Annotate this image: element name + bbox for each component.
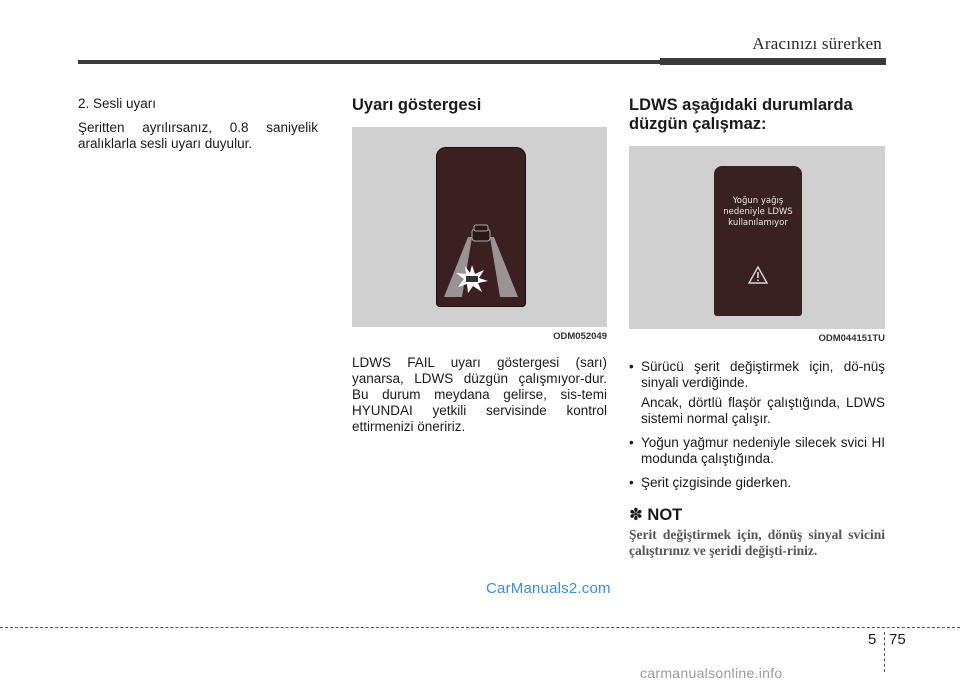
cluster-message (714, 196, 802, 229)
cluster-message-line-2: nedeniyle LDWS (723, 207, 793, 217)
cluster-message-line-1: Yoğun yağış (732, 196, 784, 206)
page-number-divider (884, 632, 885, 672)
warning-indicator-figure (352, 127, 607, 327)
column-sound-warning (78, 96, 318, 160)
watermark-link[interactable]: CarManuals2.com (486, 580, 611, 597)
list-item: • Sürücü şerit değiştirmek için, dö-nüş sinyali verdiğinde. Ancak, dörtlü flaşör çalıştığında, LDWS sistemi normal çalışır. (629, 359, 885, 426)
note-symbol-icon: ✽ (629, 506, 643, 524)
note-heading (629, 507, 885, 523)
note-body: Şerit değiştirmek için, dönüş sinyal svicini çalıştırınız ve şeridi değişti-riniz. (629, 527, 885, 558)
page-number: 75 (889, 631, 906, 648)
condition-list (629, 359, 885, 491)
list-item: • Yoğun yağmur nedeniyle silecek svici HI modunda çalıştığında. (629, 435, 885, 466)
column-warning-indicator (352, 96, 607, 443)
chapter-title: Aracınızı sürerken (752, 34, 882, 53)
ldws-fail-warning-icon (456, 265, 488, 293)
chapter-number: 5 (868, 631, 877, 648)
footer-rule (0, 627, 960, 628)
note-title: NOT (647, 506, 683, 524)
warning-indicator-body: LDWS FAIL uyarı göstergesi (sarı) yanarsa, LDWS düzgün çalışmıyor-dur. Bu durum meydana gelirse, sis-temi HYUNDAI yetkili servisinde kontrol ettirmenizi öneririz. (352, 355, 607, 434)
header-rule-accent (660, 58, 886, 65)
list-item: • Şerit çizgisinde giderken. (629, 475, 792, 490)
list-item-sub: Ancak, dörtlü flaşör çalıştığında, LDWS sistemi normal çalışır. (641, 395, 885, 426)
bullet: • (629, 359, 634, 374)
ldws-conditions-heading: LDWS aşağıdaki durumlarda düzgün çalışmaz: (629, 96, 853, 133)
cluster-message-line-3: kullanılamıyor (728, 218, 788, 228)
figure-code: ODM044151TU (818, 333, 885, 344)
sound-warning-body: Şeritten ayrılırsanız, 0.8 saniyelik aralıklarla sesli uyarı duyulur. (78, 120, 318, 151)
site-watermark: carmanualsonline.info (640, 665, 783, 681)
bullet: • (629, 475, 634, 490)
bullet: • (629, 435, 634, 450)
cluster-display-message (714, 166, 802, 316)
column-ldws-conditions (629, 96, 885, 559)
cluster-display (436, 147, 526, 307)
ldws-unavailable-figure (629, 146, 885, 329)
figure-code: ODM052049 (553, 331, 607, 342)
warning-indicator-heading: Uyarı göstergesi (352, 96, 482, 114)
sound-warning-heading: 2. Sesli uyarı (78, 96, 157, 111)
warning-triangle-icon (748, 266, 768, 284)
